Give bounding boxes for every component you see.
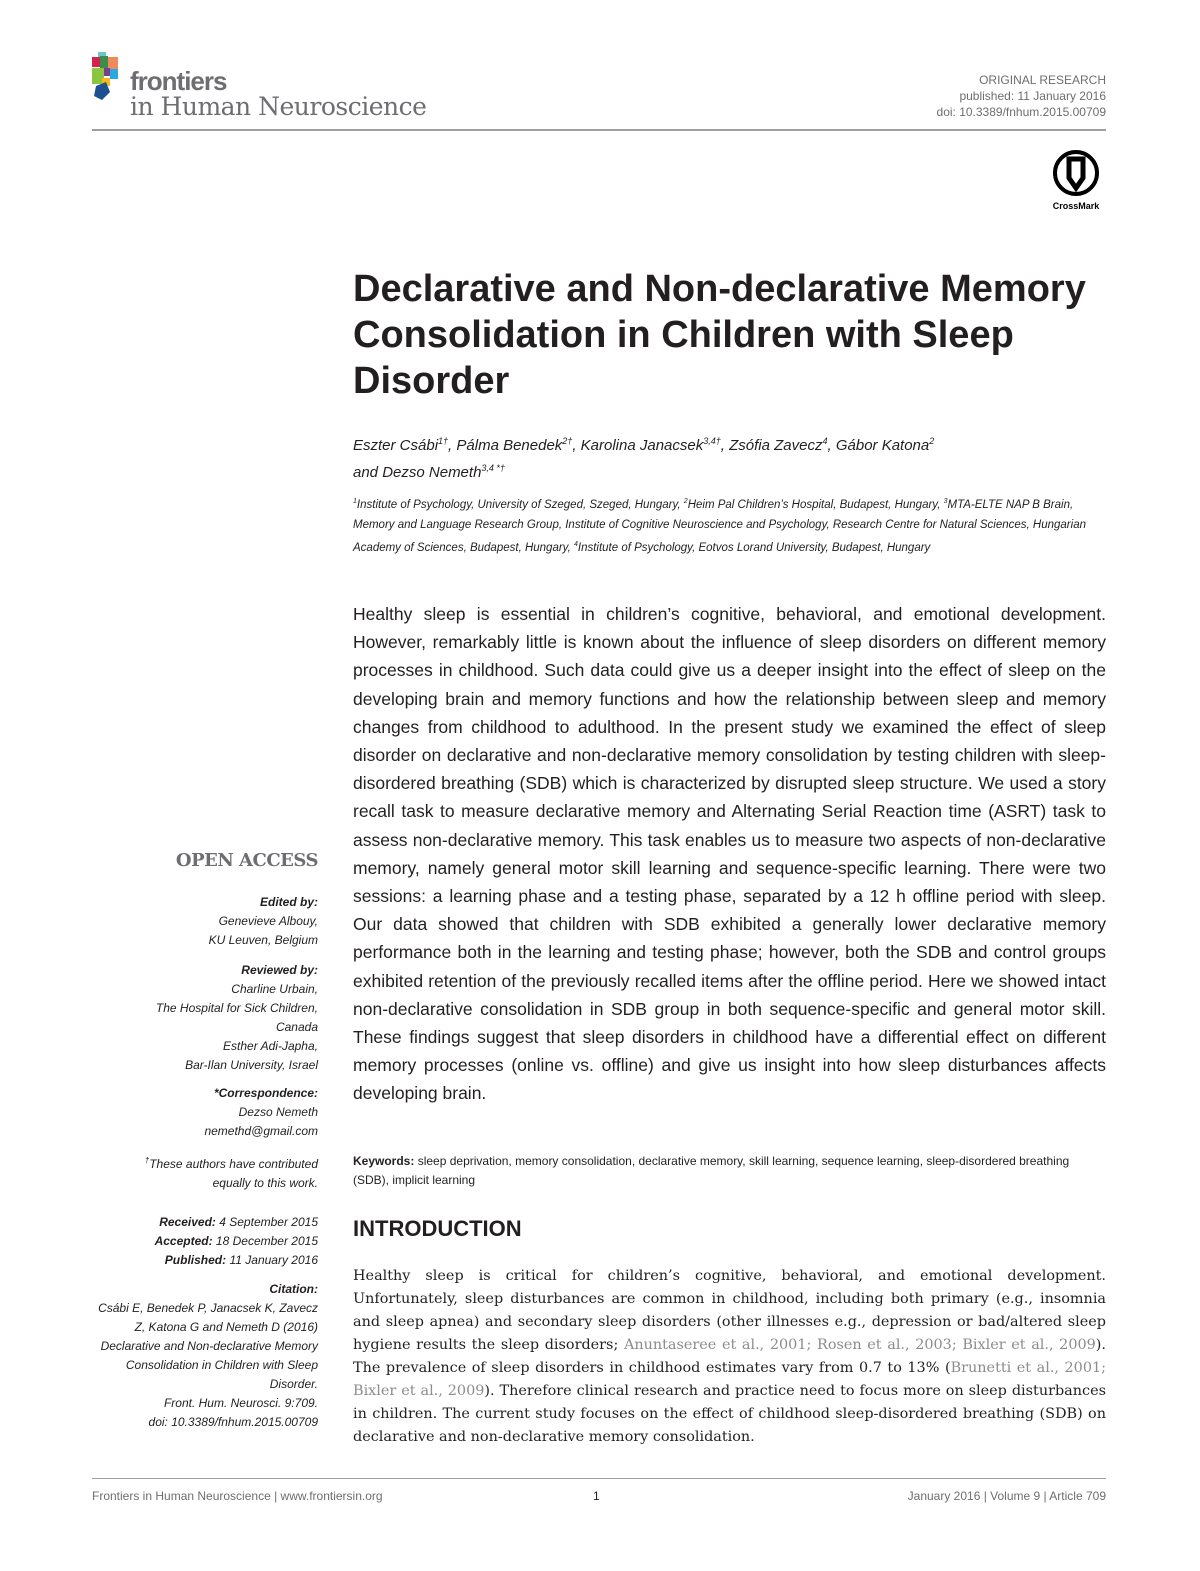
affiliation: Institute of Psychology, Eotvos Lorand University, Budapest, Hungary [577,541,931,554]
published-date-side: 11 January 2016 [229,1253,318,1267]
journal-name: in Human Neuroscience [130,92,427,121]
affiliations [353,492,1113,558]
author[interactable] [353,437,448,454]
doi-link[interactable]: doi: 10.3389/fnhum.2015.00709 [936,105,1106,119]
article-type: ORIGINAL RESEARCH [979,73,1106,87]
author-sup: 2 [929,436,935,446]
reviewer-affiliation: Bar-Ilan University, Israel [185,1058,318,1072]
author[interactable] [581,437,721,454]
page-number: 1 [593,1489,600,1503]
author[interactable] [729,437,827,454]
correspondence-label: *Correspondence: [213,1086,318,1100]
received-label: Received: [159,1215,216,1229]
correspondence-email[interactable]: nemethd@gmail.com [204,1124,318,1138]
article-meta-header [937,72,1106,120]
author-name: Pálma Benedek [456,437,563,454]
editor-name: Genevieve Albouy, [218,914,318,928]
keywords [353,1152,1106,1190]
logo-wordmark: frontiers [130,66,227,96]
reviewer-affiliation: The Hospital for Sick Children, [155,1001,318,1015]
affil-sup: 3 [943,498,948,505]
author-name: Zsófia Zavecz [729,437,823,454]
affil-sup: 2 [683,498,688,505]
dates [90,1213,318,1270]
author-sup: 1† [438,436,449,446]
keywords-text: sleep deprivation, memory consolidation, declarative memory, skill learning, sequence learning, sleep-disordered breathing (SDB), implicit learning [353,1154,1070,1187]
intro-text: Healthy sleep is critical for children’s cognitive, behavioral, and emotional development. Unfortunately, sleep disturbances are common in childhood, including both primary (e.g., insomnia and sleep apnea) and secondary sleep disorders (other illnesses e.g., depression or bad/altered sleep hygiene results the sleep disorders; [353,1268,1106,1353]
crossmark-icon [1053,150,1099,196]
affiliation: Heim Pal Children’s Hospital, Budapest, Hungary, [687,498,941,511]
abstract: Healthy sleep is essential in children’s cognitive, behavioral, and emotional development. However, remarkably little is known about the influence of sleep disorders on different memory processes in childhood. Such data could give us a deeper insight into the effect of sleep on the developing brain and memory functions and how the relationship between sleep and memory changes from childhood to adulthood. In the present study we examined the effect of sleep disorder on declarative and non-declarative memory consolidation by testing children with sleep-disordered breathing (SDB) which is characterized by disrupted sleep structure. We used a story recall task to measure declarative memory and Alternating Serial Reaction time (ASRT) task to assess non-declarative memory. This task enables us to measure two aspects of non-declarative memory, namely general motor skill learning and sequence-specific learning. There were two sessions: a learning phase and a testing phase, separated by a 12 h offline period with sleep. Our data showed that children with SDB exhibited a generally lower declarative memory performance both in the learning and testing phase; however, both the SDB and control groups exhibited retention of the previously recalled items after the offline period. Here we showed intact non-declarative consolidation in SDB group in both sequence-specific and general motor skill. These findings suggest that sleep disorders in childhood have a differential effect on different memory processes (online vs. offline) and give us insight into how sleep disturbances affects developing brain. [353,604,1106,1104]
correspondence-name: Dezso Nemeth [238,1105,318,1119]
citation [90,1280,318,1432]
editor-affiliation: KU Leuven, Belgium [208,933,318,947]
crossmark-label: CrossMark [1052,201,1100,211]
crossmark-button[interactable] [1046,150,1106,211]
section-heading-introduction: INTRODUCTION [353,1216,522,1241]
affiliation: MTA-ELTE NAP B Brain, Memory and Language Research Group, Institute of Cognitive Neuroscience and Psychology, Research Centre for Natural Sciences, Hungarian Academy of Sciences, Budapest, Hungary, [353,498,1086,554]
dagger-sup: † [144,1156,150,1165]
accepted-label: Accepted: [154,1234,213,1248]
footer-journal-link[interactable]: Frontiers in Human Neuroscience | www.frontiersin.org [92,1489,383,1503]
reviewer-affiliation: Canada [275,1020,318,1034]
introduction-paragraph [353,1265,1106,1449]
footer-divider [92,1478,1106,1479]
author[interactable] [836,437,934,454]
author-name: Gábor Katona [835,437,930,454]
author[interactable] [382,464,505,481]
equal-contribution-note [90,1151,318,1193]
open-access-label: OPEN ACCESS [175,850,318,871]
author-list: Eszter Csábi$^{1\dagger}$, Pálma Benedek$^{2\dagger}$, Karolina Janacsek$^{3,4\dagger}$, Zsófia Zavecz$^4$, Gábor Katona$^2$ and Dezso Nemeth$^{3,4 *\dagger}$ [353,436,935,481]
published-label: Published: [164,1253,227,1267]
article-title: Declarative and Non-declarative Memory Consolidation in Children with Sleep Disorder [353,268,1086,402]
frontiers-logo-mark-icon [92,52,128,104]
author-name: Dezso Nemeth [382,464,482,481]
intro-text: ). Therefore clinical research and practice need to focus more on sleep disturbances in children. The current study focuses on the effect of childhood sleep-disordered breathing (SDB) on declarative and non-declarative memory consolidation. [353,1383,1106,1445]
author-sup: 2† [562,436,573,446]
edited-by [90,893,318,950]
author-sup: 3,4 *† [481,463,505,473]
reviewer-name: Charline Urbain, [231,982,318,996]
published-date: published: 11 January 2016 [959,89,1106,103]
reviewer-name: Esther Adi-Japha, [223,1039,318,1053]
citation-link[interactable]: Anuntaseree et al., 2001; Rosen et al., 2003; Bixler et al., 2009 [623,1337,1096,1353]
author-sup: 3,4† [703,436,721,446]
citation-link[interactable]: Brunetti et al., 2001; Bixler et al., 2009 [353,1360,1106,1399]
citation-journal: Front. Hum. Neurosci. 9:709. [163,1396,318,1410]
edited-by-label: Edited by: [259,895,318,909]
affiliation: Institute of Psychology, University of Szeged, Szeged, Hungary, [356,498,681,511]
affil-sup: 4 [573,540,578,548]
author-and: and [353,464,379,481]
header-divider [92,129,1106,131]
equal-note-text: These authors have contributed equally to this work. [149,1157,318,1190]
reviewed-by [90,961,318,1075]
citation-doi[interactable]: doi: 10.3389/fnhum.2015.00709 [148,1415,318,1429]
accepted-date: 18 December 2015 [215,1234,318,1248]
author[interactable] [456,437,572,454]
footer-issue-info: January 2016 | Volume 9 | Article 709 [907,1489,1106,1503]
author-name: Eszter Csábi [353,437,439,454]
citation-text: Csábi E, Benedek P, Janacsek K, Zavecz Z, Katona G and Nemeth D (2016) Declarative and Non-declarative Memory Consolidation in Children with Sleep Disorder. [98,1301,318,1391]
correspondence [90,1084,318,1141]
reviewed-by-label: Reviewed by: [241,963,318,977]
affil-sup: 1 [353,498,357,505]
intro-text: ). The prevalence of sleep disorders in childhood estimates vary from 0.7 to 13% ( [353,1337,1106,1376]
keywords-label: Keywords: [353,1154,415,1168]
author-name: Karolina Janacsek [580,437,704,454]
received-date: 4 September 2015 [219,1215,318,1229]
author-sup: 4 [822,436,828,446]
citation-label: Citation: [269,1282,318,1296]
